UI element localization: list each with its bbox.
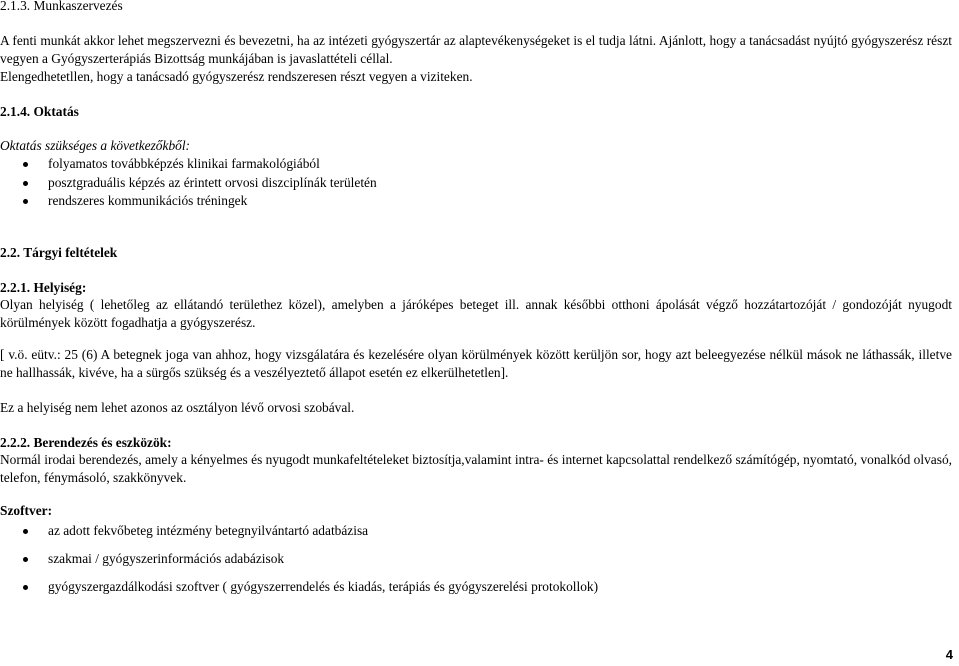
section-heading-2-2-2: 2.2.2. Berendezés és eszközök:	[0, 435, 172, 450]
section-heading-2-2-1: 2.2.1. Helyiség:	[0, 280, 87, 295]
section-heading-2-1-3: 2.1.3. Munkaszervezés	[0, 0, 123, 13]
list-item: gyógyszergazdálkodási szoftver ( gyógyszerrendelés és kiadás, terápiás és gyógyszerelési protokollok)	[48, 579, 599, 594]
section-heading-software: Szoftver:	[0, 503, 53, 518]
paragraph: Olyan helyiség ( lehetőleg az ellátandó területhez közel), amelyben a járóképes beteget ill. annak későbbi otthoni ápolását végző hozzátartozóját / gondozóját nyugodt körülmények között fogadhatja a gyógyszerész.	[0, 297, 952, 330]
page-number: 4	[945, 647, 953, 662]
paragraph: [ v.ö. eütv.: 25 (6) A betegnek joga van ahhoz, hogy vizsgálatára és kezelésére olyan körülmények között kerüljön sor, hogy azt beleegyezése nélkül mások ne láthassák, illetve ne hallhassák, kivéve, ha a sürgős szükség és a veszélyeztető állapot esetén ez elkerülhetetlen].	[0, 347, 952, 380]
bullet-icon	[0, 522, 48, 540]
section-heading-2-1-4: 2.1.4. Oktatás	[0, 104, 79, 119]
list-item: szakmai / gyógyszerinformációs adabázisok	[48, 551, 285, 566]
bullet-icon	[0, 550, 48, 568]
list-item: rendszeres kommunikációs tréningek	[48, 193, 248, 208]
bullet-icon	[0, 578, 48, 596]
bullet-icon	[0, 174, 48, 192]
list-intro: Oktatás szükséges a következőkből:	[0, 138, 191, 153]
paragraph: Normál irodai berendezés, amely a kényelmes és nyugodt munkafeltételeket biztosítja,valamint intra- és internet kapcsolattal rendelkező számítógép, nyomtató, vonalkód olvasó, telefon, fénymásoló, szakkönyvek.	[0, 452, 952, 485]
list-item: az adott fekvőbeteg intézmény betegnyilvántartó adatbázisa	[48, 523, 369, 538]
section-heading-2-2: 2.2. Tárgyi feltételek	[0, 245, 118, 260]
bullet-icon	[0, 155, 48, 173]
paragraph: Ez a helyiség nem lehet azonos az osztályon lévő orvosi szobával.	[0, 400, 355, 415]
bullet-icon	[0, 192, 48, 210]
list-item: folyamatos továbbképzés klinikai farmakológiából	[48, 156, 320, 171]
list-item: posztgraduális képzés az érintett orvosi diszciplínák területén	[48, 175, 377, 190]
paragraph: Elengedhetetllen, hogy a tanácsadó gyógyszerész rendszeresen részt vegyen a viziteken.	[0, 69, 473, 84]
paragraph: A fenti munkát akkor lehet megszervezni és bevezetni, ha az intézeti gyógyszertár az alaptevékenységeket is el tudja látni. Ajánlott, hogy a tanácsadást nyújtó gyógyszerész részt vegyen a Gyógyszerterápiás Bizottság munkájában is javaslattételi céllal.	[0, 33, 952, 66]
